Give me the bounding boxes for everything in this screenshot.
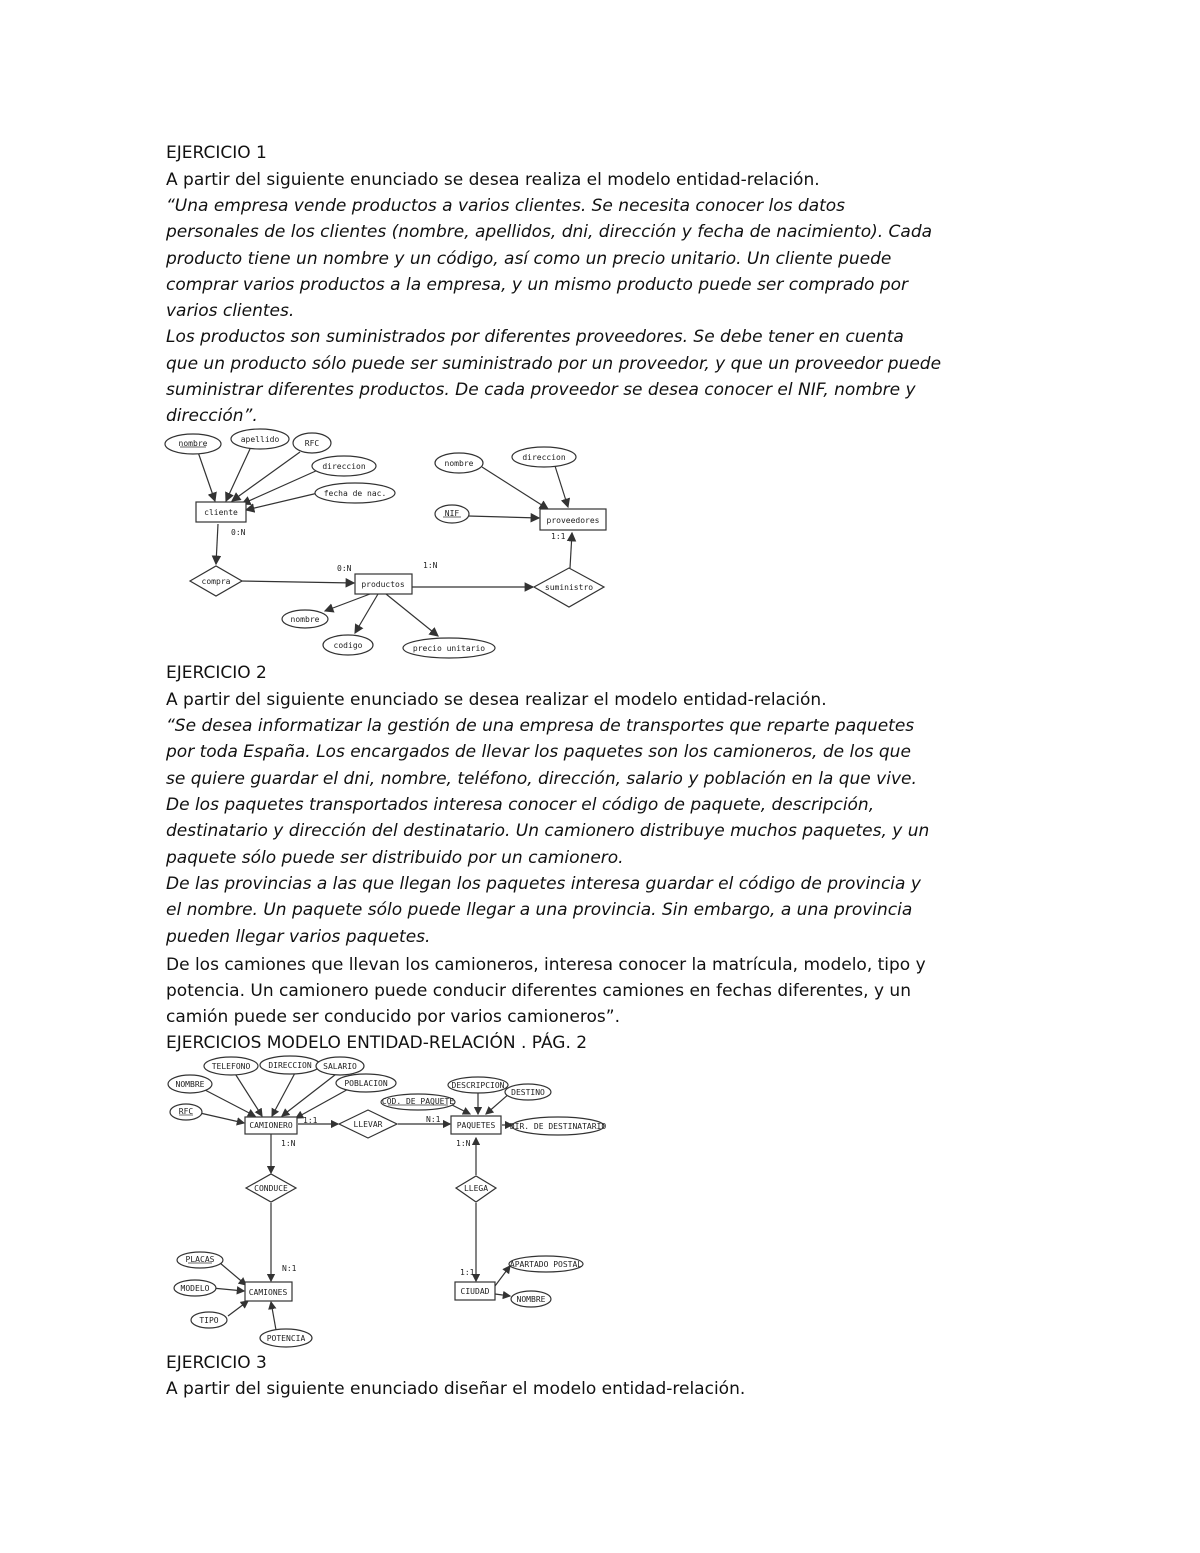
ex1-line: comprar varios productos a la empresa, y un mismo producto puede ser comprado por xyxy=(166,275,909,295)
attr-salario-label: SALARIO xyxy=(323,1062,357,1071)
attr-poblacion-label: POBLACION xyxy=(344,1079,388,1088)
ex2-line: potencia. Un camionero puede conducir diferentes camiones en fechas diferentes, y un xyxy=(166,981,911,1001)
attr-descripcion-label: DESCRIPCION xyxy=(451,1081,505,1090)
attr-prov-direccion-label: direccion xyxy=(522,453,566,462)
attr-potencia-label: POTENCIA xyxy=(266,1334,306,1343)
ex2-line: se quiere guardar el dni, nombre, teléfono, dirección, salario y población en la que vive. xyxy=(166,769,917,789)
rel-suministro-label: suministro xyxy=(544,583,594,592)
attr-dir-destinatario-label: DIR. DE DESTINATARIO xyxy=(509,1122,607,1131)
ex2-line: De los paquetes transportados interesa conocer el código de paquete, descripción, xyxy=(166,795,875,815)
rel-llega-label: LLEGA xyxy=(463,1184,489,1193)
ex2-line: destinatario y dirección del destinatario. Un camionero distribuye muchos paquetes, y un xyxy=(166,821,930,841)
ex3-heading: EJERCICIO 3 xyxy=(166,1353,267,1373)
card-camionero-a: 1:1 xyxy=(303,1116,318,1125)
card-productos-b: 1:N xyxy=(423,561,438,570)
ex2-line: por toda España. Los encargados de llevar los paquetes son los camioneros, de los que xyxy=(166,742,911,762)
attr-direccion-label: DIRECCION xyxy=(268,1061,312,1070)
card-paquetes-b: 1:N xyxy=(456,1139,471,1148)
ex2-line: el nombre. Un paquete sólo puede llegar a una provincia. Sin embargo, a una provincia xyxy=(166,900,913,920)
entity-cliente-label: cliente xyxy=(204,508,238,517)
ex3-intro: A partir del siguiente enunciado diseñar el modelo entidad-relación. xyxy=(166,1379,746,1399)
rel-compra-label: compra xyxy=(201,577,231,586)
attr-apellido-label: apellido xyxy=(240,435,280,444)
card-paquetes-a: N:1 xyxy=(426,1115,441,1124)
attr-direccion-label: direccion xyxy=(322,462,366,471)
entity-camiones-label: CAMIONES xyxy=(248,1288,288,1297)
attr-rfc-label: RFC xyxy=(304,439,320,448)
ex2-line: “Se desea informatizar la gestión de una empresa de transportes que reparte paquetes xyxy=(166,716,915,736)
ex2-line: De las provincias a las que llegan los paquetes interesa guardar el código de provincia y xyxy=(166,874,921,894)
ex1-line: “Una empresa vende productos a varios clientes. Se necesita conocer los datos xyxy=(166,196,846,216)
attr-codigo-label: codigo xyxy=(333,641,363,650)
page-header-line: EJERCICIOS MODELO ENTIDAD-RELACIÓN . PÁG. 2 xyxy=(166,1033,588,1053)
ex2-line: pueden llegar varios paquetes. xyxy=(166,927,431,947)
ex2-line: De los camiones que llevan los camioneros, interesa conocer la matrícula, modelo, tipo y xyxy=(166,955,926,975)
attr-prov-nombre-label: nombre xyxy=(444,459,474,468)
attr-rfc-label: RFC xyxy=(178,1107,194,1116)
card-ciudad: 1:1 xyxy=(460,1268,475,1277)
ex2-line: camión puede ser conducido por varios camioneros”. xyxy=(166,1007,620,1027)
card-camionero-b: 1:N xyxy=(281,1139,296,1148)
attr-nombre-label: NOMBRE xyxy=(175,1080,205,1089)
attr-placas-label: PLACAS xyxy=(185,1255,215,1264)
ex1-line: dirección”. xyxy=(166,406,258,426)
rel-conduce-label: CONDUCE xyxy=(254,1184,288,1193)
attr-destino-label: DESTINO xyxy=(511,1088,545,1097)
rel-llevar-label: LLEVAR xyxy=(353,1120,383,1129)
entity-proveedores-label: proveedores xyxy=(546,516,600,525)
ex2-line: paquete sólo puede ser distribuido por un camionero. xyxy=(166,848,624,868)
entity-ciudad-label: CIUDAD xyxy=(460,1287,490,1296)
ex2-heading: EJERCICIO 2 xyxy=(166,663,267,683)
attr-tipo-label: TIPO xyxy=(199,1316,219,1325)
entity-productos-label: productos xyxy=(361,580,405,589)
attr-telefono-label: TELEFONO xyxy=(211,1062,251,1071)
attr-apartado-label: APARTADO POSTAL xyxy=(509,1260,583,1269)
attr-ciudad-nombre-label: NOMBRE xyxy=(516,1295,546,1304)
attr-nif-label: NIF xyxy=(444,509,460,518)
entity-paquetes-label: PAQUETES xyxy=(456,1121,496,1130)
entity-camionero-label: CAMIONERO xyxy=(249,1121,293,1130)
attr-nombre-label: nombre xyxy=(178,439,208,448)
attr-precio-label: precio unitario xyxy=(412,644,486,653)
ex1-line: personales de los clientes (nombre, apellidos, dni, dirección y fecha de nacimiento). Cada xyxy=(166,222,933,242)
ex1-intro: A partir del siguiente enunciado se desea realiza el modelo entidad-relación. xyxy=(166,170,820,190)
ex1-line: que un producto sólo puede ser suministrado por un proveedor, y que un proveedor puede xyxy=(166,354,942,374)
attr-modelo-label: MODELO xyxy=(180,1284,210,1293)
ex1-line: varios clientes. xyxy=(166,301,295,321)
ex1-line: suministrar diferentes productos. De cada proveedor se desea conocer el NIF, nombre y xyxy=(166,380,916,400)
card-productos-a: 0:N xyxy=(337,564,352,573)
ex1-line: Los productos son suministrados por diferentes proveedores. Se debe tener en cuenta xyxy=(166,327,904,347)
card-cliente: 0:N xyxy=(231,528,246,537)
ex1-heading: EJERCICIO 1 xyxy=(166,143,267,163)
ex1-line: producto tiene un nombre y un código, así como un precio unitario. Un cliente puede xyxy=(166,249,892,269)
attr-fecha-label: fecha de nac. xyxy=(323,489,387,498)
ex2-intro: A partir del siguiente enunciado se desea realizar el modelo entidad-relación. xyxy=(166,690,827,710)
attr-prod-nombre-label: nombre xyxy=(290,615,320,624)
card-proveedores: 1:1 xyxy=(551,532,566,541)
card-camiones: N:1 xyxy=(282,1264,297,1273)
attr-cod-paquete-label: COD. DE PAQUETE xyxy=(381,1097,455,1106)
